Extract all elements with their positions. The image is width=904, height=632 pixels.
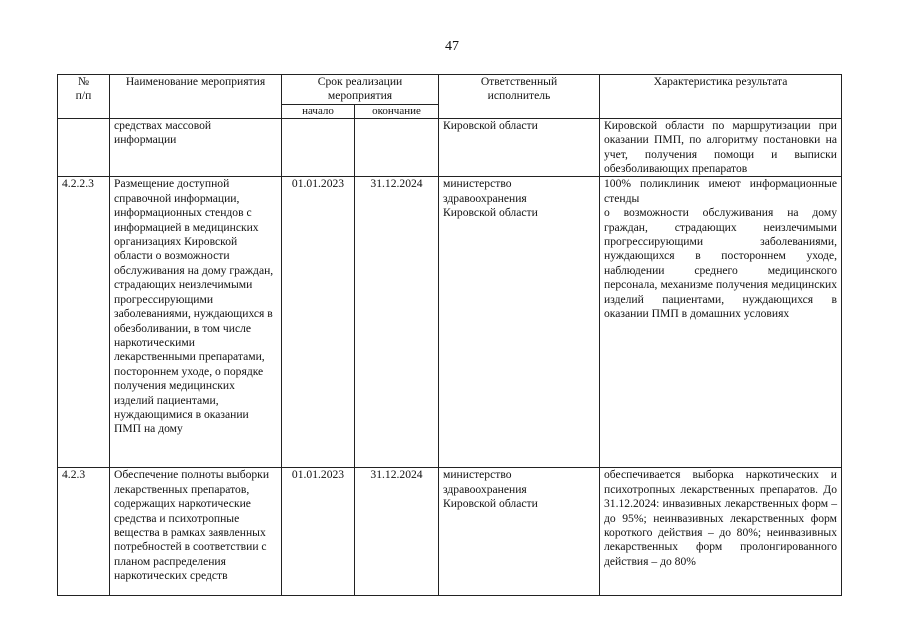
page-number: 47 [445, 39, 459, 54]
row-executor: министерство здравоохранения Кировской области [439, 177, 600, 468]
header-event-name: Наименование мероприятия [110, 75, 282, 119]
header-start: начало [282, 104, 355, 118]
row-start-date [282, 118, 355, 177]
row-result: обеспечивается выборка наркотических и психотропных лекарственных препаратов. До 31.12.2024: инвазивных лекарственных форм – до 95%; неинвазивных лекарственных форм короткого действия – до 80%; неинвазивных лекарственных форм пролонгированного действия – до 80% [600, 468, 842, 596]
row-end-date: 31.12.2024 [355, 177, 439, 468]
row-end-date: 31.12.2024 [355, 468, 439, 596]
header-result: Характеристика результата [600, 75, 842, 119]
row-event-name: Размещение доступной справочной информации, информационных стендов с информацией в медицинских организациях Кировской области о возможности обслуживания на дому граждан, страдающих неизлечимыми прогрессирующими заболеваниями, нуждающихся в обезболивании, в том числе наркотическими лекарственными препаратами, постороннем уходе, о порядке получения медицинских изделий пациентами, нуждающимися в оказании ПМП на дому [110, 177, 282, 468]
header-executor: Ответственный исполнитель [439, 75, 600, 119]
row-executor: Кировской области [439, 118, 600, 177]
row-start-date: 01.01.2023 [282, 177, 355, 468]
header-term: Срок реализации мероприятия [282, 75, 439, 105]
row-end-date [355, 118, 439, 177]
row-event-name: средствах массовой информации [110, 118, 282, 177]
row-start-date: 01.01.2023 [282, 468, 355, 596]
row-number: 4.2.3 [58, 468, 110, 596]
row-number [58, 118, 110, 177]
header-number: № п/п [58, 75, 110, 119]
row-number: 4.2.2.3 [58, 177, 110, 468]
table-row [58, 468, 842, 596]
header-end: окончание [355, 104, 439, 118]
row-result: о возможности обслуживания на дому граждан, страдающих неизлечимыми прогрессирующими заболеваниями, нуждающихся в постороннем уходе, наблюдении среднего медицинского персонала, механизме получения медицинских изделий пациентами, нуждающихся в оказании ПМП в домашних условиях [604, 206, 837, 321]
row-result: Кировской области по маршрутизации при оказании ПМП, по алгоритму постановки на учет, получения помощи и выписки обезболивающих препаратов [600, 118, 842, 177]
row-event-name: Обеспечение полноты выборки лекарственных препаратов, содержащих наркотические средства и психотропные вещества в рамках заявленных потребностей в соответствии с планом распределения наркотических средств [110, 468, 282, 596]
row-result-first-line: 100% поликлиник имеют информационные стенды [604, 177, 837, 205]
row-executor: министерство здравоохранения Кировской области [439, 468, 600, 596]
events-table [57, 74, 842, 596]
table-row [58, 118, 842, 177]
table-row [58, 177, 842, 468]
table-header-row [58, 75, 842, 105]
row-result-cell [600, 177, 842, 468]
